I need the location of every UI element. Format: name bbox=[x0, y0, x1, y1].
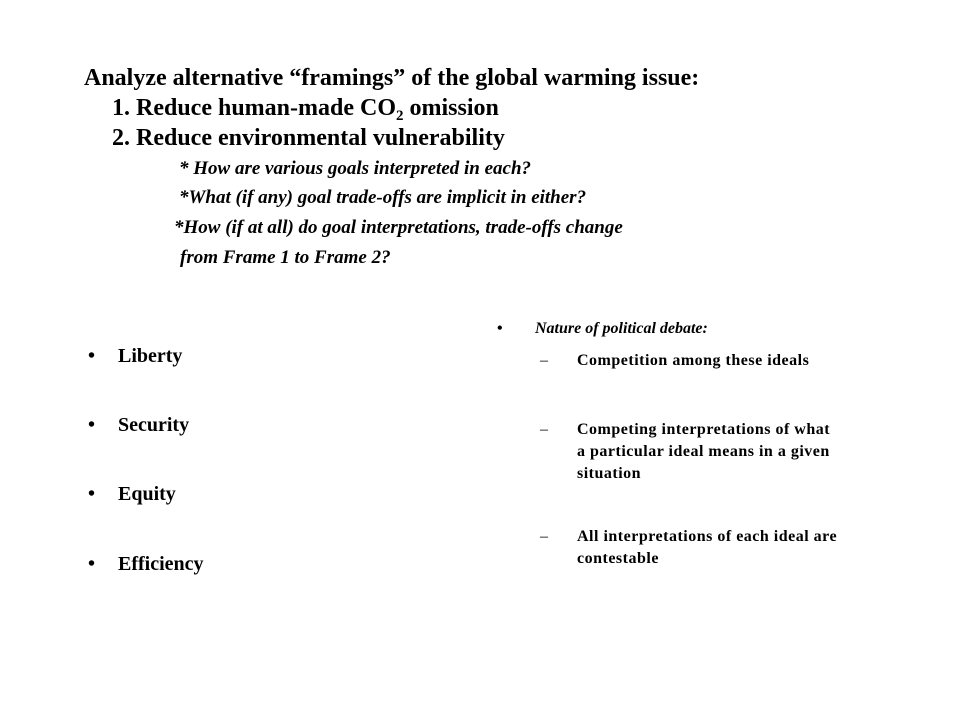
debate-point bbox=[540, 350, 840, 372]
frame-1-text-end: omission bbox=[403, 95, 499, 121]
debate-point-text: Competition among these ideals bbox=[577, 352, 810, 369]
question-1: * How are various goals interpreted in each? bbox=[179, 158, 532, 179]
ideal-label: Liberty bbox=[118, 345, 183, 367]
bullet-icon: • bbox=[88, 553, 96, 575]
frame-2 bbox=[112, 123, 505, 153]
debate-point-text: Competing interpretations of what a particular ideal means in a given situation bbox=[577, 421, 831, 482]
ideal-label: Security bbox=[118, 414, 190, 436]
debate-point-text: All interpretations of each ideal are contestable bbox=[577, 528, 838, 567]
dash-icon: – bbox=[540, 352, 549, 369]
frame-1-subscript: 2 bbox=[396, 108, 404, 124]
slide-title bbox=[84, 63, 699, 93]
bullet-icon: • bbox=[88, 345, 96, 367]
ideal-item bbox=[88, 344, 182, 368]
frame-1-text: 1. Reduce human-made CO bbox=[112, 95, 397, 121]
dash-icon: – bbox=[540, 528, 549, 545]
ideal-item bbox=[88, 413, 189, 437]
question-2: *What (if any) goal trade-offs are implicit in either? bbox=[179, 187, 587, 208]
ideal-label: Efficiency bbox=[118, 553, 204, 575]
bullet-icon: • bbox=[88, 483, 96, 505]
debate-heading-text: Nature of political debate: bbox=[535, 320, 708, 337]
question-3: *How (if at all) do goal interpretations, trade-offs change bbox=[174, 217, 623, 238]
ideal-item bbox=[88, 482, 176, 506]
debate-point bbox=[540, 419, 840, 485]
ideal-label: Equity bbox=[118, 483, 176, 505]
debate-point bbox=[540, 526, 840, 570]
frame-2-text: 2. Reduce environmental vulnerability bbox=[112, 125, 505, 151]
question-4: from Frame 1 to Frame 2? bbox=[180, 247, 391, 268]
ideal-item bbox=[88, 552, 204, 576]
bullet-icon: • bbox=[88, 414, 96, 436]
title-line-1: Analyze alternative “framings” of the global warming issue: bbox=[84, 65, 700, 91]
bullet-icon: • bbox=[497, 320, 503, 337]
debate-heading bbox=[497, 318, 708, 340]
frame-1 bbox=[112, 93, 499, 123]
dash-icon: – bbox=[540, 421, 549, 438]
